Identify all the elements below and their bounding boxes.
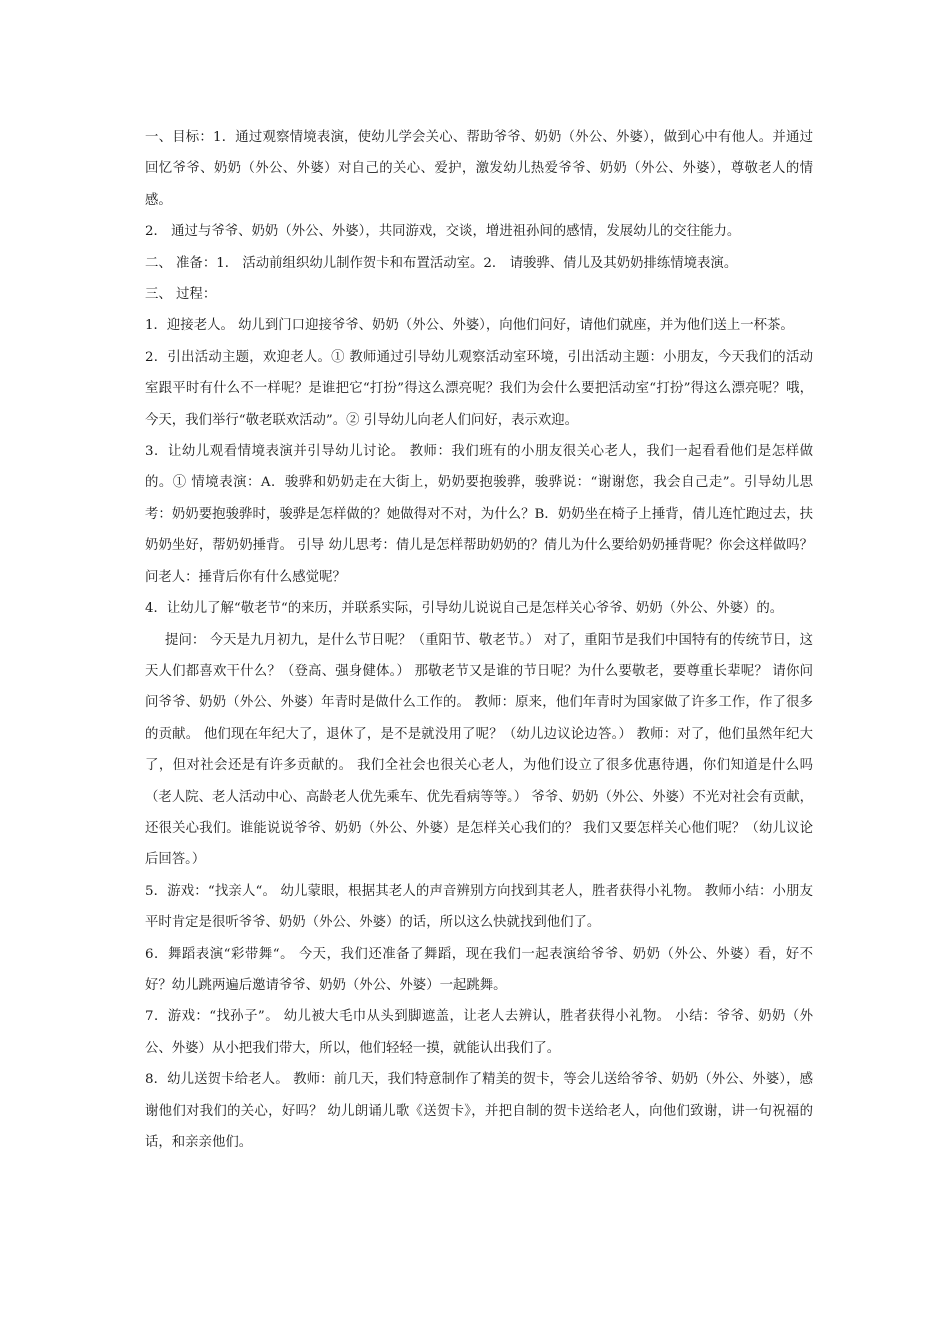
preparation-paragraph: 二、 准备：1． 活动前组织幼儿制作贺卡和布置活动室。2． 请骏骅、倩儿及其奶奶排练情境表演。 [145,255,738,271]
step-6-paragraph: 6．舞蹈表演“彩带舞“。 今天，我们还准备了舞蹈，现在我们一起表演给爷爷、奶奶（外公、外婆）看，好不好？幼儿跳两遍后邀请爷爷、奶奶（外公、外婆）一起跳舞。 [145,946,813,993]
goal-2-paragraph: 2． 通过与爷爷、奶奶（外公、外婆），共同游戏，交谈，增进祖孙间的感情，发展幼儿的交往能力。 [145,224,741,240]
step-3-paragraph: 3．让幼儿观看情境表演并引导幼儿讨论。 教师：我们班有的小朋友很关心老人，我们一起看看他们是怎样做的。① 情境表演：A．骏骅和奶奶走在大街上，奶奶要抱骏骅，骏骅说：“谢谢您，我会自己走”。引导幼儿思考：奶奶要抱骏骅时，骏骅是怎样做的？她做得对不对，为什么？B．奶奶坐在椅子上捶背，倩儿连忙跑过去，扶奶奶坐好，帮奶奶捶背。 引导 幼儿思考：倩儿是怎样帮助奶奶的？倩儿为什么要给奶奶捶背呢？你会这样做吗？问老人：捶背后你有什么感觉呢？ [145,444,813,585]
step-4-paragraph: 4．让幼儿了解“敬老节“的来历，并联系实际，引导幼儿说说自己是怎样关心爷爷、奶奶（外公、外婆）的。 [145,601,784,617]
step-7-paragraph: 7．游戏：“找孙子”。 幼儿被大毛巾从头到脚遮盖，让老人去辨认，胜者获得小礼物。 小结：爷爷、奶奶（外公、外婆）从小把我们带大，所以，他们轻轻一摸，就能认出我们了。 [145,1009,813,1056]
step-5-paragraph: 5．游戏：“找亲人“。 幼儿蒙眼，根据其老人的声音辨别方向找到其老人，胜者获得小礼物。 教师小结：小朋友平时肯定是很听爷爷、奶奶（外公、外婆）的话，所以这么快就找到他们了。 [145,883,813,931]
process-heading: 三、 过程： [145,287,217,303]
step-1-paragraph: 1．迎接老人。 幼儿到门口迎接爷爷、奶奶（外公、外婆），向他们问好，请他们就座，并为他们送上一杯茶。 [145,318,794,334]
step-4-questions-paragraph: 提问： 今天是九月初九，是什么节日呢？（重阳节、敬老节。） 对了，重阳节是我们中国特有的传统节日，这天人们都喜欢干什么？（登高、强身健体。） 那敬老节又是谁的节日呢？为什么要敬老，要尊重长辈呢？ 请你问问爷爷、奶奶（外公、外婆）年青时是做什么工作的。 教师：原来，他们年青时为国家做了许多工作，作了很多的贡献。 他们现在年纪大了，退休了，是不是就没用了呢？（幼儿边议论边答。） 教师：对了，他们虽然年纪大了，但对社会还是有许多贡献的。 我们全社会也很关心老人，为他们设立了很多优惠待遇，你们知道是什么吗（老人院、老人活动中心、高龄老人优先乘车、优先看病等等。） 爷爷、奶奶（外公、外婆）不光对社会有贡献，还很关心我们。谁能说说爷爷、奶奶（外公、外婆）是怎样关心我们的？ 我们又要怎样关心他们呢？（幼儿议论后回答。） [145,632,813,868]
step-2-paragraph: 2．引出活动主题，欢迎老人。① 教师通过引导幼儿观察活动室环境，引出活动主题：小朋友，今天我们的活动室跟平时有什么不一样呢？是谁把它“打扮”得这么漂亮呢？我们为会什么要把活动室“打扮”得这么漂亮呢？哦，今天，我们举行“敬老联欢活动”。② 引导幼儿向老人们问好，表示欢迎。 [145,349,813,428]
document-body [145,122,813,1158]
step-8-paragraph: 8．幼儿送贺卡给老人。 教师：前几天，我们特意制作了精美的贺卡，等会儿送给爷爷、奶奶（外公、外婆），感谢他们对我们的关心，好吗？ 幼儿朗诵儿歌《送贺卡》，并把自制的贺卡送给老人，向他们致谢，讲一句祝福的话，和亲亲他们。 [145,1072,813,1150]
goal-paragraph: 一、目标：1．通过观察情境表演，使幼儿学会关心、帮助爷爷、奶奶（外公、外婆），做到心中有他人。并通过回忆爷爷、奶奶（外公、外婆）对自己的关心、爱护，激发幼儿热爱爷爷、奶奶（外公、外婆），尊敬老人的情感。 [145,130,813,208]
